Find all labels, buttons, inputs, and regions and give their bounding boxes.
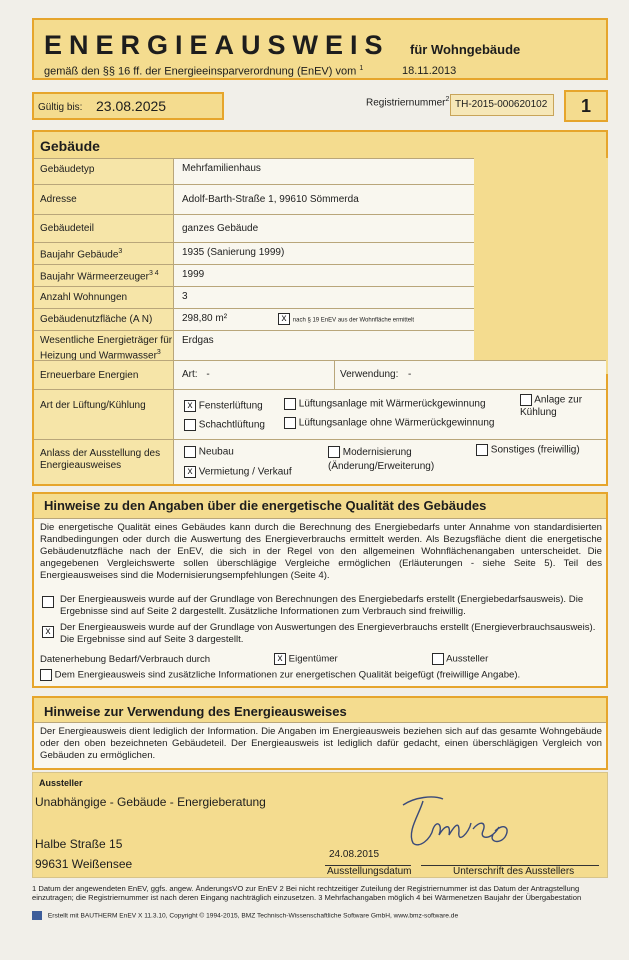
ventilation-row xyxy=(34,390,606,440)
row-label: Anzahl Wohnungen xyxy=(34,287,174,308)
bautherm-logo-icon xyxy=(32,911,42,920)
validity-label: Gültig bis: xyxy=(38,102,83,113)
document-title-suffix: für Wohngebäude xyxy=(410,42,521,57)
option-label: Eigentümer xyxy=(288,653,338,665)
table-row xyxy=(34,309,474,331)
option-label: Schachtlüftung xyxy=(198,419,265,431)
row-label: Gebäudeteil xyxy=(34,215,174,242)
occasion-option-modernisation xyxy=(328,446,448,474)
checkbox[interactable] xyxy=(40,669,52,681)
occasion-label: Anlass der Ausstellung des Energieausweises xyxy=(34,440,174,484)
option-label: Neubau xyxy=(198,446,234,458)
checkbox[interactable]: x xyxy=(274,653,286,665)
row-value: ganzes Gebäude xyxy=(174,215,474,242)
row-value: Erdgas xyxy=(174,331,474,368)
renewable-row xyxy=(34,360,606,390)
ventilation-options xyxy=(174,390,606,439)
ventilation-option-window xyxy=(184,400,263,412)
enev-date: 18.11.2013 xyxy=(402,65,457,77)
occasion-option-new xyxy=(184,446,234,458)
checkbox[interactable] xyxy=(184,446,196,458)
building-section xyxy=(32,130,608,486)
row-label-sup: 3 xyxy=(156,349,161,356)
row-value xyxy=(174,309,474,330)
option-label: Sonstiges (freiwillig) xyxy=(490,444,580,456)
creator-text: Erstellt mit BAUTHERM EnEV X 11.3.10, Copyright © 1994-2015, BMZ Technisch-Wissenschaftliche Software GmbH, www.bmz-software.de xyxy=(47,912,459,920)
ventilation-option-cooling xyxy=(520,394,598,419)
option-label: Aussteller xyxy=(446,653,489,665)
table-row xyxy=(34,243,474,265)
building-section-title: Gebäude xyxy=(40,138,100,154)
net-area-checkbox[interactable]: x xyxy=(278,313,290,325)
checkbox[interactable] xyxy=(184,419,196,431)
option-label: Lüftungsanlage mit Wärmerückgewinnung xyxy=(298,398,486,410)
occasion-option-other xyxy=(476,444,580,456)
signature-icon xyxy=(399,791,519,853)
option-label: Der Energieausweis wurde auf der Grundlage von Auswertungen des Energieverbrauchs erstellt (Energieverbrauchsausweis). Die Ergebnisse sind auf Seite 3 dargestellt. xyxy=(60,622,596,645)
registration-label-sup: 2 xyxy=(445,96,450,103)
issue-date-label: Ausstellungsdatum xyxy=(327,866,412,877)
signature-label: Unterschrift des Ausstellers xyxy=(421,865,599,877)
checkbox[interactable]: x xyxy=(42,626,54,638)
net-area-value: 298,80 m² xyxy=(182,313,228,324)
checkbox[interactable] xyxy=(284,398,296,410)
option-label: Anlage zur Kühlung xyxy=(520,394,583,418)
row-value: Adolf-Barth-Straße 1, 99610 Sömmerda xyxy=(174,185,474,214)
table-row xyxy=(34,287,474,309)
renewable-value xyxy=(174,361,606,389)
issuer-street: Halbe Straße 15 xyxy=(35,837,123,851)
usage-section xyxy=(32,696,608,770)
row-label-sup: 3 4 xyxy=(148,270,159,277)
notes-title: Hinweise zu den Angaben über die energetische Qualität des Gebäudes xyxy=(44,498,487,513)
notes-text: Die energetische Qualität eines Gebäudes kann durch die Berechnung des Energiebedarfs unter Annahme von standardisierten Randbedingungen oder durch die Auswertung des Energieverbrauchs ermittelt werden. Als Bezugsfläche dient die energetische Gebäudenutzfläche nach der EnEV, die sich in der Regel von den allgemeinen Wohnflächenangaben unterscheidet. Die angegebenen Vergleichswerte sollen überschlägige Vergleiche ermöglichen (Erläuterungen - siehe Seite 5). Teil des Energieausweises sind die Modernisierungsempfehlungen (Seite 4). xyxy=(40,522,602,581)
building-table xyxy=(34,158,474,368)
usage-title: Hinweise zur Verwendung des Energieausweises xyxy=(44,704,347,719)
renewable-use-value: - xyxy=(408,369,412,380)
renewable-use-label: Verwendung: xyxy=(340,369,399,380)
option-label: Fensterlüftung xyxy=(198,400,263,412)
data-collection-owner xyxy=(274,653,338,666)
checkbox[interactable]: x xyxy=(184,466,196,478)
notes-section xyxy=(32,492,608,688)
renewable-art-label: Art: xyxy=(182,369,198,380)
document-title: ENERGIEAUSWEIS xyxy=(44,30,390,60)
issuer-label: Aussteller xyxy=(39,778,83,788)
enev-reference xyxy=(44,65,363,78)
registration-label xyxy=(366,96,449,108)
notes-option-demand xyxy=(40,594,600,618)
row-label xyxy=(34,265,174,286)
building-photo-area xyxy=(474,158,608,374)
notes-option-extra xyxy=(40,669,520,682)
checkbox[interactable] xyxy=(520,394,532,406)
table-row xyxy=(34,215,474,243)
option-label: Modernisierung (Änderung/Erweiterung) xyxy=(328,447,435,472)
validity-box xyxy=(32,92,224,120)
occasion-option-rent-sale xyxy=(184,466,292,478)
row-label: Gebäudenutzfläche (A N) xyxy=(34,309,174,330)
option-label: Vermietung / Verkauf xyxy=(198,466,292,478)
notes-option-consumption xyxy=(40,622,600,646)
occasion-options xyxy=(174,440,606,484)
row-value: 1935 (Sanierung 1999) xyxy=(174,243,474,264)
option-label: Lüftungsanlage ohne Wärmerückgewinnung xyxy=(298,417,495,429)
issuer-city: 99631 Weißensee xyxy=(35,857,133,871)
row-label: Gebäudetyp xyxy=(34,159,174,184)
renewable-art-value: - xyxy=(206,369,210,380)
data-collection-label: Datenerhebung Bedarf/Verbrauch durch xyxy=(40,654,211,665)
ventilation-option-with-recovery xyxy=(284,398,486,410)
checkbox[interactable]: x xyxy=(184,400,196,412)
header-box xyxy=(32,18,608,80)
renewable-label: Erneuerbare Energien xyxy=(34,361,174,389)
checkbox[interactable] xyxy=(328,446,340,458)
row-label xyxy=(34,243,174,264)
checkbox[interactable] xyxy=(432,653,444,665)
page-number: 1 xyxy=(564,90,608,122)
enev-reference-text: gemäß den §§ 16 ff. der Energieeinsparverordnung (EnEV) vom xyxy=(44,65,357,78)
option-label: Der Energieausweis wurde auf der Grundlage von Berechnungen des Energiebedarfs erstellt (Energiebedarfsausweis). Die Ergebnisse sind auf Seite 2 dargestellt. Zusätzliche Informationen zum Verbrauch sind freiwillig. xyxy=(60,594,584,617)
net-area-method-text: nach § 19 EnEV aus der Wohnfläche ermittelt xyxy=(292,317,415,324)
row-label-text: Baujahr Wärmeerzeuger xyxy=(40,271,149,283)
row-value: Mehrfamilienhaus xyxy=(174,159,474,184)
issue-date: 24.08.2015 xyxy=(329,849,380,860)
checkbox[interactable] xyxy=(476,444,488,456)
creator-line xyxy=(32,911,608,920)
checkbox[interactable] xyxy=(284,417,296,429)
data-collection-issuer xyxy=(432,653,488,666)
registration-number: TH-2015-000620102 xyxy=(450,94,554,116)
usage-text: Der Energieausweis dient lediglich der Information. Die Angaben im Energieausweis beziehen sich auf das gesamte Wohngebäude oder den oben bezeichneten Gebäudeteil. Der Energieausweis ist lediglich dafür gedacht, einen überschlägigen Vergleich von Gebäuden zu ermöglichen. xyxy=(40,726,602,761)
ventilation-option-shaft xyxy=(184,419,265,431)
issuer-name: Unabhängige - Gebäude - Energieberatung xyxy=(35,795,266,809)
checkbox[interactable] xyxy=(42,596,54,608)
validity-date: 23.08.2025 xyxy=(96,98,167,114)
row-label: Adresse xyxy=(34,185,174,214)
footnote: 1 Datum der angewendeten EnEV, ggfs. angew. ÄnderungsVO zur EnEV 2 Bei nicht rechtzeitiger Zuteilung der Registriernummer ist das Datum der Antragstellung einzutragen; die Registriernummer ist nach deren Eingang nachträglich einzusetzen. 3 Mehrfachangaben möglich 4 bei Wärmenetzen Baujahr der Übergabestation xyxy=(32,884,582,902)
row-label-text: Baujahr Gebäude xyxy=(40,249,119,261)
ventilation-option-without-recovery xyxy=(284,417,494,429)
occasion-row xyxy=(34,440,606,484)
option-label: Dem Energieausweis sind zusätzliche Informationen zur energetischen Qualität beigefügt (freiwillige Angabe). xyxy=(54,669,521,681)
row-label-text: Wesentliche Energieträger für Heizung und Warmwasser xyxy=(40,335,173,362)
row-value: 1999 xyxy=(174,265,474,286)
table-row xyxy=(34,265,474,287)
registration-label-text: Registriernummer xyxy=(366,97,446,109)
table-row xyxy=(34,159,474,185)
ventilation-label: Art der Lüftung/Kühlung xyxy=(34,390,174,439)
row-label-sup: 3 xyxy=(118,248,123,255)
enev-reference-sup: 1 xyxy=(359,65,364,72)
row-value: 3 xyxy=(174,287,474,308)
table-row xyxy=(34,185,474,215)
issuer-section xyxy=(32,772,608,878)
net-area-method xyxy=(278,313,414,325)
